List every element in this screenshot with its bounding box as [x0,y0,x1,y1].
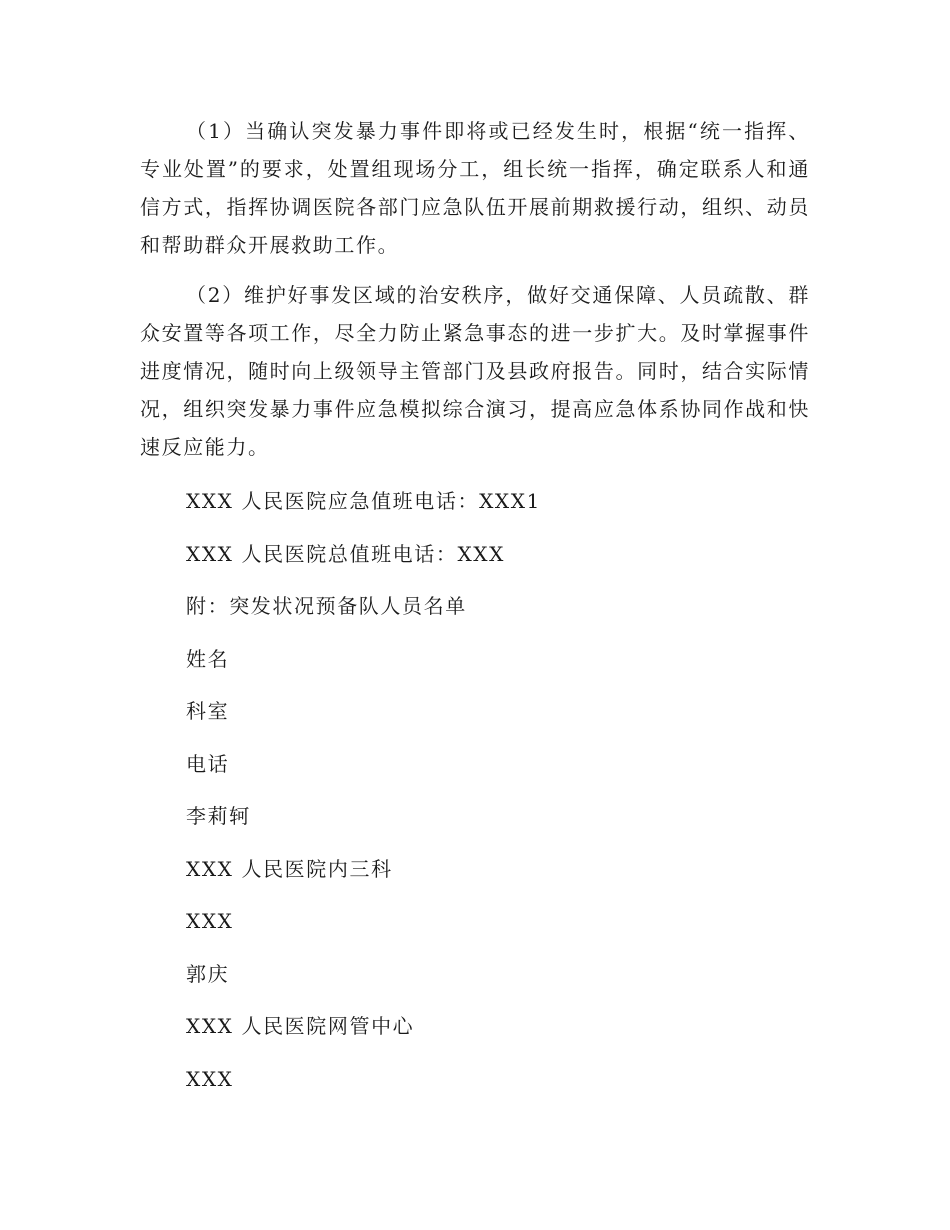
roster-header-name: 姓名 [186,646,230,671]
roster-row-2-department: XXX 人民医院网管中心 [186,1014,415,1038]
roster-row-2-phone: XXX [186,1066,234,1091]
roster-row-1-name: 李莉轲 [186,804,251,828]
roster-row-2-name: 郭庆 [186,961,230,986]
emergency-duty-hotline: XXX 人民医院应急值班电话：XXX1 [186,489,541,513]
hotline-and-roster-section [140,488,810,1092]
general-duty-hotline: XXX 人民医院总值班电话：XXX [186,541,505,566]
paragraph-order-maintenance: （2）维护好事发区域的治安秩序，做好交通保障、人员疏散、群众安置等各项工作，尽全力防止紧急事态的进一步扩大。及时掌握事件进度情况，随时向上级领导主管部门及县政府报告。同时，结合实际情况，组织突发暴力事件应急模拟综合演习，提高应急体系协同作战和快速反应能力。 [140,283,810,459]
roster-row-1-department: XXX 人民医院内三科 [186,856,393,881]
roster-header-phone: 电话 [186,751,230,776]
appendix-title: 附：突发状况预备队人员名单 [186,594,467,618]
roster-header-department: 科室 [186,699,230,723]
paragraph-command-procedure: （1）当确认突发暴力事件即将或已经发生时，根据“统一指挥、专业处置”的要求，处置组现场分工，组长统一指挥，确定联系人和通信方式，指挥协调医院各部门应急队伍开展前期救援行动，组织、动员和帮助群众开展救助工作。 [140,119,810,257]
roster-row-1-phone: XXX [186,909,234,933]
